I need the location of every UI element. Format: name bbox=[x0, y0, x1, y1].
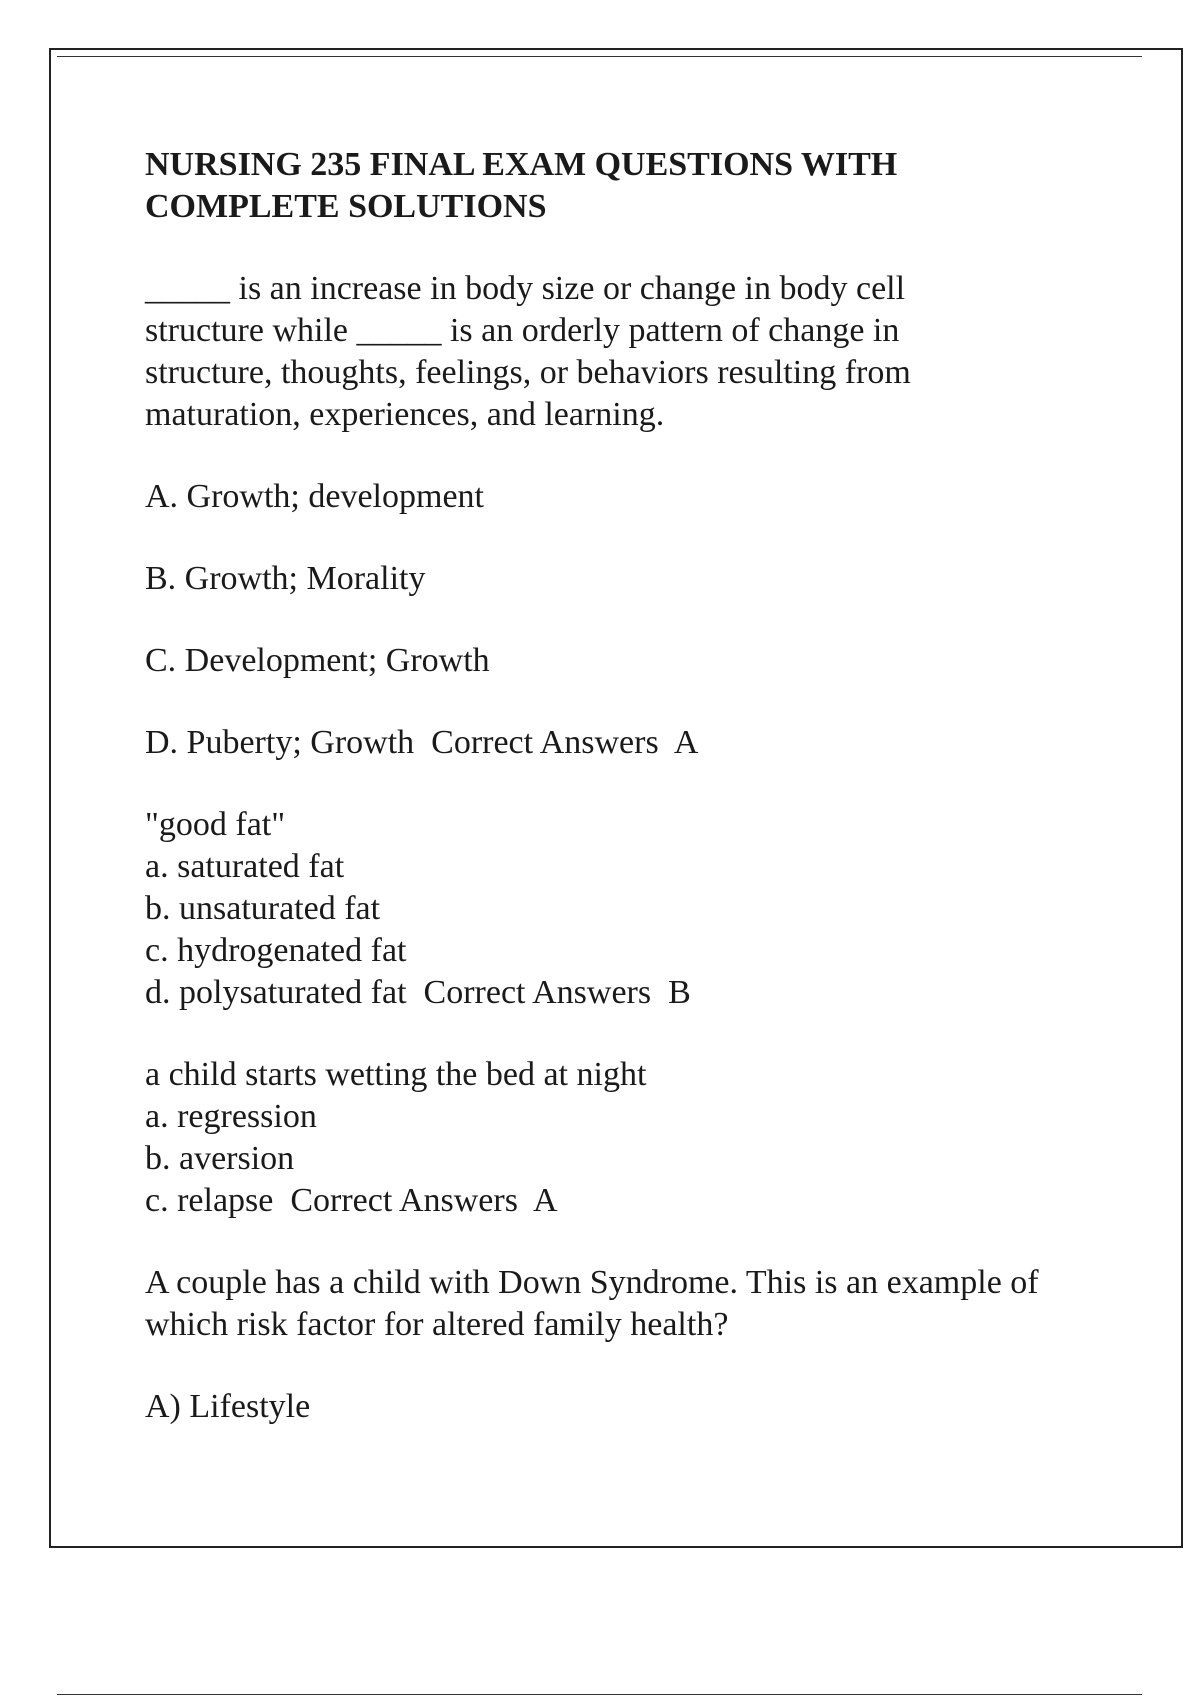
question-2 bbox=[145, 804, 1105, 1014]
document-content bbox=[145, 144, 1105, 1468]
answer-option: A. Growth; development bbox=[145, 478, 484, 515]
question-1 bbox=[145, 268, 1105, 764]
question-4 bbox=[145, 1262, 1105, 1428]
answer-option: A) Lifestyle bbox=[145, 1388, 311, 1425]
question-stem: a child starts wetting the bed at night bbox=[145, 1056, 647, 1093]
answer-option: c. hydrogenated fat bbox=[145, 932, 407, 969]
document-title: NURSING 235 FINAL EXAM QUESTIONS WITH COMPLETE SOLUTIONS bbox=[145, 146, 898, 225]
answer-option-with-correct-answer: c. relapse Correct Answers A bbox=[145, 1182, 558, 1219]
top-rule bbox=[57, 56, 1142, 57]
question-stem: "good fat" bbox=[145, 806, 286, 843]
question-stem: _____ is an increase in body size or change in body cell structure while _____ is an orderly pattern of change in structure, thoughts, feelings, or behaviors resulting from maturation, experiences, and learning. bbox=[145, 270, 911, 433]
question-stem: A couple has a child with Down Syndrome. This is an example of which risk factor for altered family health? bbox=[145, 1264, 1039, 1343]
answer-option: C. Development; Growth bbox=[145, 642, 490, 679]
answer-option: B. Growth; Morality bbox=[145, 560, 426, 597]
answer-option-with-correct-answer: d. polysaturated fat Correct Answers B bbox=[145, 974, 691, 1011]
answer-option: a. saturated fat bbox=[145, 848, 345, 885]
bottom-rule bbox=[57, 1694, 1142, 1695]
answer-option: b. aversion bbox=[145, 1140, 295, 1177]
question-3 bbox=[145, 1054, 1105, 1222]
answer-option: a. regression bbox=[145, 1098, 317, 1135]
answer-option-with-correct-answer: D. Puberty; Growth Correct Answers A bbox=[145, 724, 699, 761]
answer-option: b. unsaturated fat bbox=[145, 890, 381, 927]
